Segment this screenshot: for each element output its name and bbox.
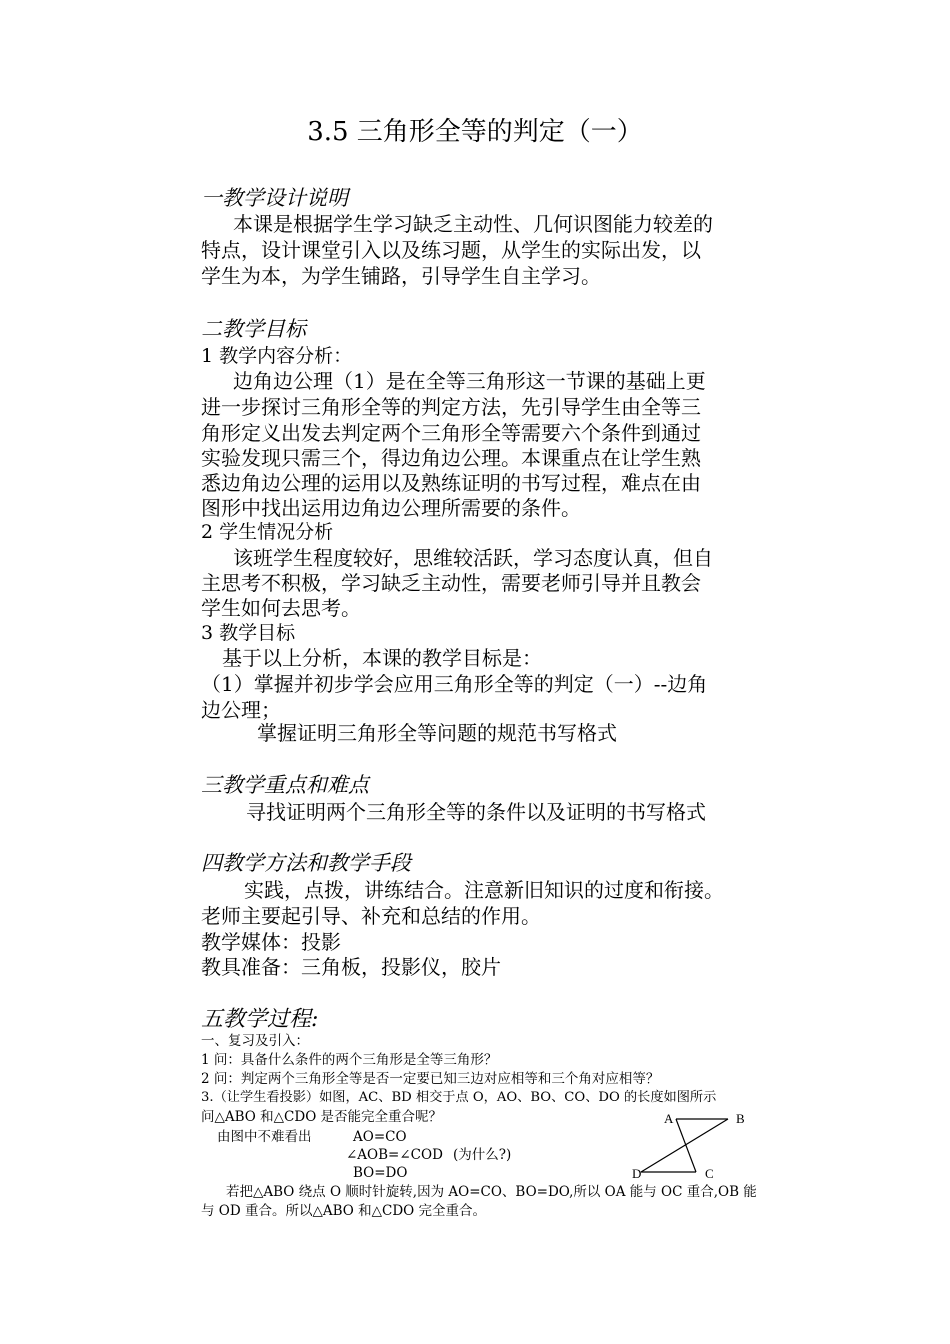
derivation-step: ∠AOB=∠COD [346,1147,443,1163]
derivation-step: AO=CO [353,1129,407,1145]
derivation-intro: 由图中不难看出 [217,1129,312,1145]
section1-line: 特点，设计课堂引入以及练习题，从学生的实际出发，以 [201,238,701,262]
paragraph-line: 实践，点拨，讲练结合。注意新旧知识的过度和衔接。 [244,878,724,902]
section3-heading: 三教学重点和难点 [201,773,369,797]
process-line: 1 问：具备什么条件的两个三角形是全等三角形？ [201,1052,498,1068]
process-line: 问△ABO 和△CDO 是否能完全重合呢？ [201,1109,443,1125]
paragraph-line: 角形定义出发去判定两个三角形全等需要六个条件到通过 [201,421,701,445]
intersecting-triangles-figure [628,1108,758,1183]
paragraph-line: 寻找证明两个三角形全等的条件以及证明的书写格式 [246,800,706,824]
derivation-note: (为什么?) [453,1147,512,1163]
process-line: 3.（让学生看投影）如图，AC、BD 相交于点 O，AO、BO、CO、DO 的长度如图所示 [201,1090,717,1105]
vertex-label-a: A [664,1111,674,1126]
conclusion-line: 若把△ABO 绕点 O 顺时针旋转,因为 AO=CO、BO=DO,所以 OA 能与 OC 重合,OB 能 [226,1184,757,1200]
page-title: 3.5 三角形全等的判定（一） [307,117,643,147]
vertex-label-d: D [632,1166,642,1181]
section2-heading: 二教学目标 [201,317,306,341]
paragraph-line: 边公理； [201,698,281,722]
conclusion-line: 与 OD 重合。所以△ABO 和△CDO 完全重合。 [201,1203,487,1219]
paragraph-line: 学生如何去思考。 [201,596,361,620]
segment-bd [641,1119,728,1172]
subsection-title: 2 学生情况分析 [201,521,334,543]
subsection-title: 1 教学内容分析： [201,345,353,367]
paragraph-line: （1）掌握并初步学会应用三角形全等的判定（一）--边角 [201,672,708,696]
paragraph-line: 老师主要起引导、补充和总结的作用。 [201,904,541,928]
segment-ac [676,1119,696,1172]
paragraph-line: 图形中找出运用边角边公理所需要的条件。 [201,496,581,520]
vertex-label-b: B [736,1111,745,1126]
paragraph-line: 掌握证明三角形全等问题的规范书写格式 [257,721,617,745]
subsection-title: 3 教学目标 [201,622,296,644]
section4-heading: 四教学方法和教学手段 [201,851,411,875]
paragraph-line: 进一步探讨三角形全等的判定方法，先引导学生由全等三 [201,395,701,419]
section1-line: 学生为本，为学生铺路，引导学生自主学习。 [201,264,601,288]
process-line: 一、复习及引入： [201,1033,309,1049]
section1-line: 本课是根据学生学习缺乏主动性、几何识图能力较差的 [233,212,713,236]
paragraph-line: 边角边公理（1）是在全等三角形这一节课的基础上更 [233,369,706,393]
paragraph-line: 实验发现只需三个，得边角边公理。本课重点在让学生熟 [201,446,701,470]
paragraph-line: 悉边角边公理的运用以及熟练证明的书写过程，难点在由 [201,471,701,495]
paragraph-line: 教具准备：三角板，投影仪，胶片 [201,955,501,979]
paragraph-line: 主思考不积极，学习缺乏主动性，需要老师引导并且教会 [201,571,701,595]
paragraph-line: 基于以上分析，本课的教学目标是： [222,646,542,670]
paragraph-line: 教学媒体：投影 [201,930,341,954]
derivation-step: BO=DO [353,1165,408,1181]
paragraph-line: 该班学生程度较好，思维较活跃，学习态度认真，但自 [233,546,713,570]
vertex-label-c: C [705,1166,714,1181]
section5-heading: 五教学过程: [201,1007,319,1032]
section1-heading: 一教学设计说明 [201,186,348,210]
process-line: 2 问：判定两个三角形全等是否一定要已知三边对应相等和三个角对应相等？ [201,1071,660,1087]
